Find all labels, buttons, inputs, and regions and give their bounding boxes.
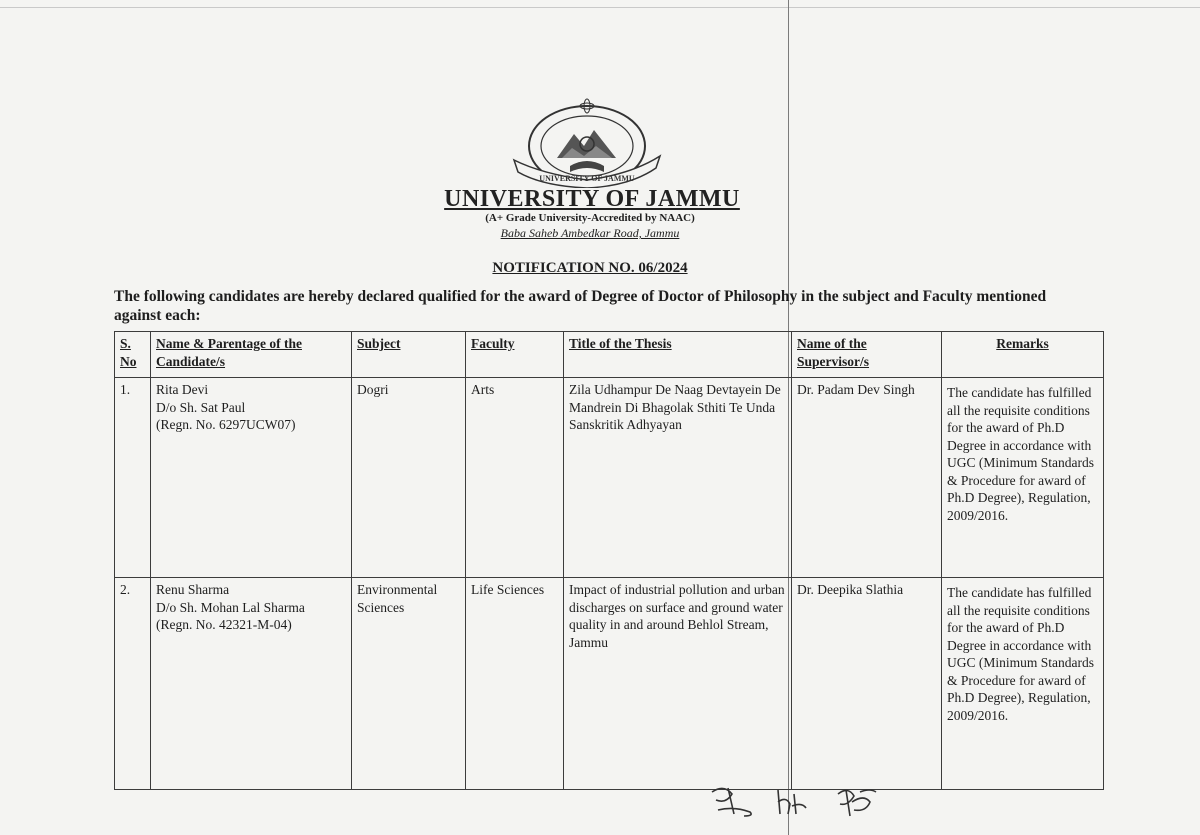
candidate-regn: (Regn. No. 6297UCW07) (156, 417, 296, 432)
notification-intro: The following candidates are hereby declared qualified for the award of Degree of Doctor of Philosophy in the subject and Faculty mentioned against each: (114, 288, 1047, 324)
candidate-name: Rita Devi (156, 382, 209, 397)
header-subject: Subject (352, 332, 466, 378)
header-name: Name & Parentage of the Candidate/s (151, 332, 352, 378)
supervisor-cell: Dr. Deepika Slathia (792, 578, 942, 790)
subject-cell: Dogri (352, 378, 466, 578)
signature-1 (704, 780, 764, 820)
remarks-cell (942, 378, 1104, 578)
table-row (115, 578, 1104, 790)
table-row (115, 378, 1104, 578)
header-supervisor: Name of the Supervisor/s (792, 332, 942, 378)
thesis-cell: Zila Udhampur De Naag Devtayein De Mandrein Di Bhagolak Sthiti Te Unda Sanskritik Adhyayan (564, 378, 792, 578)
remarks-cell (942, 578, 1104, 790)
remarks-text: The candidate has fulfilled all the requisite conditions for the award of Ph.D Degree in accordance with UGC (Minimum Standards & Procedure for award of Ph.D Degree), Regulation, 2009/2016. (947, 385, 1094, 523)
faculty-cell: Arts (466, 378, 564, 578)
scan-edge-line (0, 7, 1200, 8)
header-faculty: Faculty (466, 332, 564, 378)
university-address: Baba Saheb Ambedkar Road, Jammu (500, 226, 680, 240)
supervisor-cell: Dr. Padam Dev Singh (792, 378, 942, 578)
candidate-parentage: D/o Sh. Sat Paul (156, 399, 246, 415)
accreditation-grade: (A+ Grade University-Accredited by NAAC) (485, 212, 695, 224)
remarks-text: The candidate has fulfilled all the requisite conditions for the award of Ph.D Degree in accordance with UGC (Minimum Standards & Procedure for award of Ph.D Degree), Regulation, 2009/2016. (947, 585, 1094, 723)
candidate-cell (151, 378, 352, 578)
header-sno: S. No (115, 332, 151, 378)
candidates-table (114, 331, 1104, 790)
candidate-name: Renu Sharma (156, 582, 230, 597)
subject-cell: Environmental Sciences (352, 578, 466, 790)
faculty-cell: Life Sciences (466, 578, 564, 790)
signature-3 (830, 780, 880, 820)
table-header-row (115, 332, 1104, 378)
signature-2 (772, 780, 812, 820)
header-thesis: Title of the Thesis (564, 332, 792, 378)
university-name: UNIVERSITY OF JAMMU (444, 186, 740, 212)
svg-text:UNIVERSITY OF JAMMU: UNIVERSITY OF JAMMU (539, 174, 635, 183)
notification-number: NOTIFICATION NO. 06/2024 (492, 260, 688, 276)
university-emblem-icon (512, 96, 662, 188)
candidate-regn: (Regn. No. 42321-M-04) (156, 617, 292, 632)
row-sno: 1. (115, 378, 151, 578)
candidate-parentage: D/o Sh. Mohan Lal Sharma (156, 599, 305, 615)
header-remarks: Remarks (942, 332, 1104, 378)
thesis-cell: Impact of industrial pollution and urban discharges on surface and ground water quality in and around Behlol Stream, Jammu (564, 578, 792, 790)
candidate-cell (151, 578, 352, 790)
row-sno: 2. (115, 578, 151, 790)
